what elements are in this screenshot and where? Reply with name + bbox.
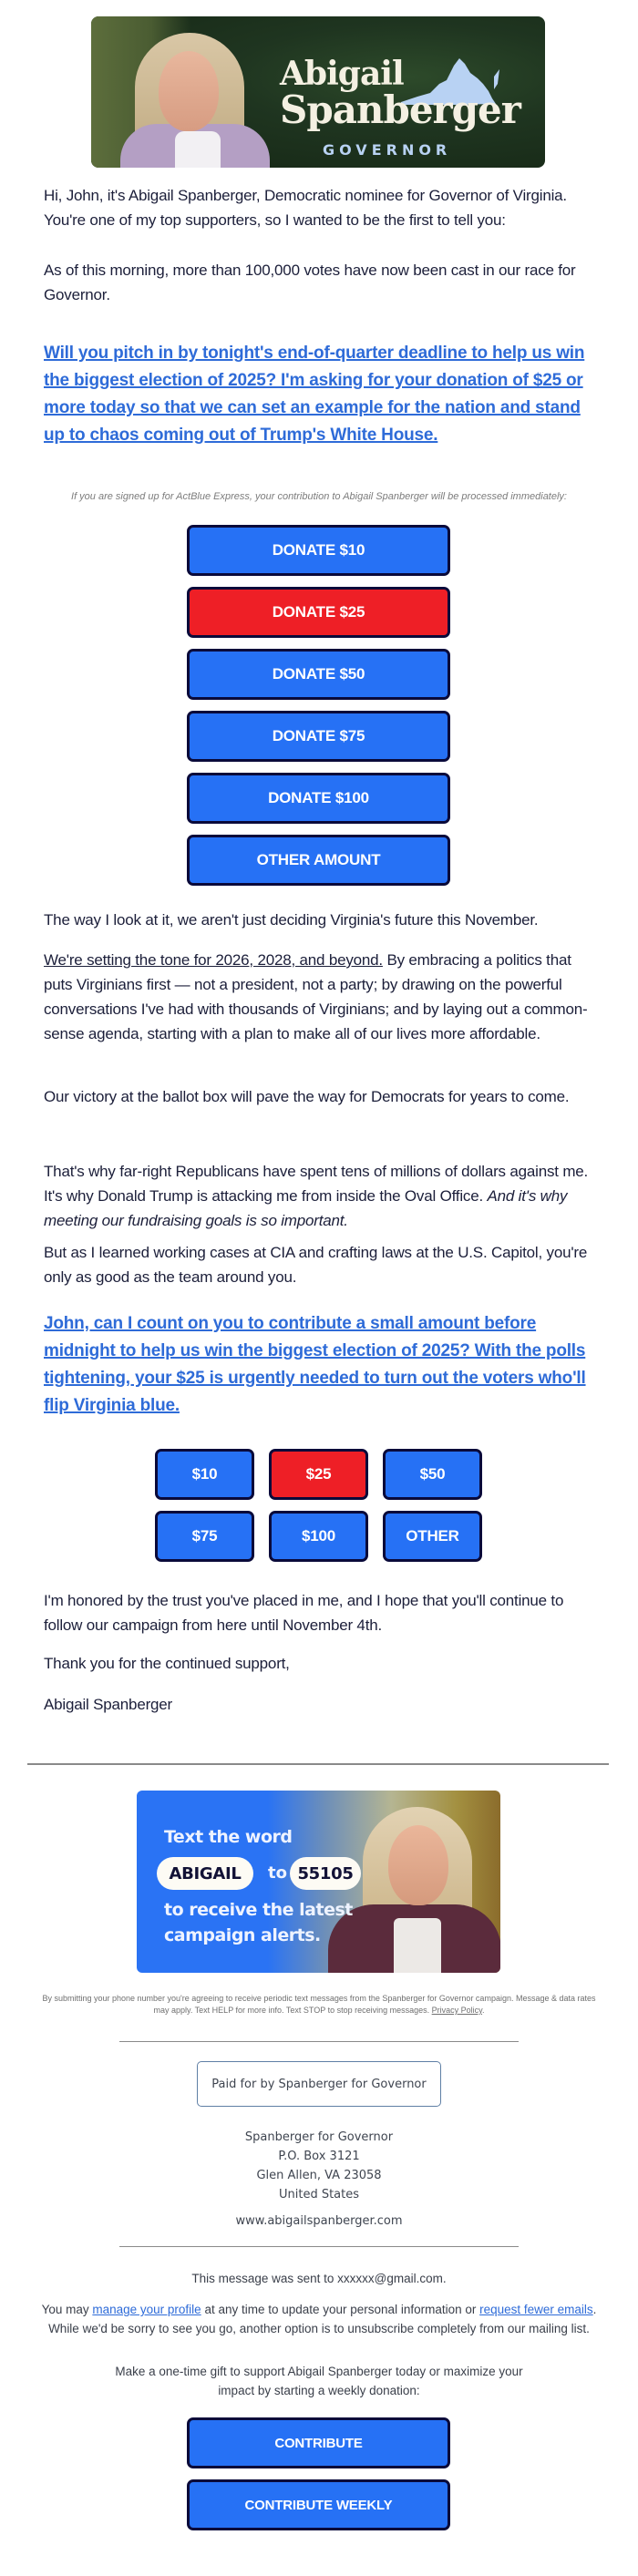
header-banner-image bbox=[91, 16, 545, 168]
honored-paragraph: I'm honored by the trust you've placed in me, and I hope that you'll continue to follow our campaign from here until November 4th. bbox=[44, 1592, 564, 1634]
address-country: United States bbox=[278, 2188, 360, 2201]
sms-line-4: campaign alerts. bbox=[164, 1925, 321, 1945]
grid-donate-50-button[interactable]: $50 bbox=[383, 1449, 482, 1500]
address-city-state: Glen Allen, VA 23058 bbox=[256, 2169, 382, 2182]
candidate-portrait-face bbox=[159, 51, 219, 131]
donate-50-button[interactable]: DONATE $50 bbox=[187, 649, 450, 700]
donate-ask-link-2[interactable]: John, can I count on you to contribute a small amount before midnight to help us win the biggest election of 2025? With the polls tightening, your $25 is urgently needed to turn out the voters who'll flip Virginia blue. bbox=[44, 1314, 586, 1415]
tone-paragraph bbox=[44, 948, 600, 1046]
donate-75-button[interactable]: DONATE $75 bbox=[187, 711, 450, 762]
sms-keyword-pill: ABIGAIL bbox=[157, 1857, 253, 1890]
sms-portrait-shirt bbox=[394, 1918, 441, 1973]
request-fewer-emails-link[interactable]: request fewer emails bbox=[479, 2303, 593, 2316]
grid-donate-10-button[interactable]: $10 bbox=[155, 1449, 254, 1500]
address-org: Spanberger for Governor bbox=[244, 2130, 394, 2144]
sms-line-3: to receive the latest bbox=[164, 1900, 353, 1920]
section-divider bbox=[27, 1763, 609, 1765]
banner-first-name: Abigail bbox=[280, 55, 404, 93]
fundraising-goals-italic: And it's why meeting our fundraising goals is so important. bbox=[44, 1187, 568, 1229]
campaign-website[interactable]: www.abigailspanberger.com bbox=[235, 2214, 403, 2228]
cia-paragraph: But as I learned working cases at CIA and crafting laws at the U.S. Capitol, you're only as good as the team around you. bbox=[44, 1244, 588, 1286]
footer-divider-2 bbox=[119, 2246, 519, 2247]
address-po-box: P.O. Box 3121 bbox=[278, 2150, 360, 2163]
republicans-text: That's why far-right Republicans have spent tens of millions of dollars against me. It's why Donald Trump is attacking me from inside the Oval Office. bbox=[44, 1163, 589, 1205]
banner-last-name: Spanberger bbox=[280, 87, 520, 132]
donate-other-amount-button[interactable]: OTHER AMOUNT bbox=[187, 835, 450, 886]
republicans-paragraph bbox=[44, 1159, 600, 1233]
manage-post-text: . While we'd be sorry to see you go, another option is to unsubscribe completely from our mailing list. bbox=[48, 2303, 597, 2335]
sent-to-notice: This message was sent to xxxxxx@gmail.com. bbox=[191, 2272, 447, 2285]
donate-10-button[interactable]: DONATE $10 bbox=[187, 525, 450, 576]
contribute-weekly-button[interactable]: CONTRIBUTE WEEKLY bbox=[187, 2479, 450, 2530]
candidate-portrait-shirt bbox=[175, 131, 221, 168]
sms-disclaimer-text: By submitting your phone number you're agreeing to receive periodic text messages from the Spanberger for Governor campaign. Message & data rates may apply. Text HELP for more info. Text STOP to stop receiving messages. bbox=[42, 1994, 596, 2015]
donate-25-button[interactable]: DONATE $25 bbox=[187, 587, 450, 638]
sms-portrait-face bbox=[388, 1825, 448, 1905]
donate-100-button[interactable]: DONATE $100 bbox=[187, 773, 450, 824]
sms-line-1: Text the word bbox=[164, 1827, 293, 1847]
tone-underlined-text: We're setting the tone for 2026, 2028, and beyond. bbox=[44, 951, 383, 969]
sms-shortcode-pill: 55105 bbox=[290, 1857, 361, 1890]
manage-preferences-paragraph bbox=[38, 2300, 600, 2338]
sms-to-text: to bbox=[268, 1863, 287, 1883]
sms-signup-banner[interactable] bbox=[137, 1791, 500, 1973]
privacy-policy-link[interactable]: Privacy Policy bbox=[431, 2006, 482, 2015]
signature: Abigail Spanberger bbox=[44, 1696, 172, 1713]
signoff: Thank you for the continued support, bbox=[44, 1655, 290, 1672]
grid-donate-100-button[interactable]: $100 bbox=[269, 1511, 368, 1562]
grid-donate-75-button[interactable]: $75 bbox=[155, 1511, 254, 1562]
actblue-express-note: If you are signed up for ActBlue Express, your contribution to Abigail Spanberger will be processed immediately: bbox=[71, 491, 567, 502]
footer-divider-1 bbox=[119, 2041, 519, 2042]
manage-profile-link[interactable]: manage your profile bbox=[92, 2303, 201, 2316]
contribute-button[interactable]: CONTRIBUTE bbox=[187, 2417, 450, 2468]
mailing-address bbox=[137, 2128, 501, 2204]
banner-office: GOVERNOR bbox=[323, 141, 452, 159]
future-paragraph: The way I look at it, we aren't just deciding Virginia's future this November. bbox=[44, 911, 539, 929]
grid-donate-25-button[interactable]: $25 bbox=[269, 1449, 368, 1500]
manage-pre-text: You may bbox=[41, 2303, 93, 2316]
paid-for-disclaimer-box: Paid for by Spanberger for Governor bbox=[197, 2061, 441, 2107]
greeting-paragraph: Hi, John, it's Abigail Spanberger, Democratic nominee for Governor of Virginia. You're one of my top supporters, so I wanted to be the first to tell you: bbox=[44, 187, 567, 229]
donate-ask-link-1[interactable]: Will you pitch in by tonight's end-of-quarter deadline to help us win the biggest election of 2025? I'm asking for your donation of $25 or more today so that we can set an example for the nation and stand up to chaos coming out of Trump's White House. bbox=[44, 344, 585, 445]
grid-donate-other-button[interactable]: OTHER bbox=[383, 1511, 482, 1562]
manage-mid-text: at any time to update your personal information or bbox=[201, 2303, 480, 2316]
victory-paragraph: Our victory at the ballot box will pave the way for Democrats for years to come. bbox=[44, 1088, 570, 1105]
sms-disclaimer bbox=[36, 1993, 602, 2017]
votes-cast-paragraph: As of this morning, more than 100,000 votes have now been cast in our race for Governor. bbox=[44, 262, 576, 303]
tone-rest-text: By embracing a politics that puts Virginians first — not a president, not a party; by drawing on the powerful conversations I've had with thousands of Virginians; and by laying out a common-sense agenda, starting with a plan to make all of our lives more affordable. bbox=[44, 951, 588, 1042]
gift-paragraph: Make a one-time gift to support Abigail Spanberger today or maximize your impact by starting a weekly donation: bbox=[115, 2365, 523, 2397]
sms-disclaimer-end: . bbox=[482, 2006, 485, 2015]
